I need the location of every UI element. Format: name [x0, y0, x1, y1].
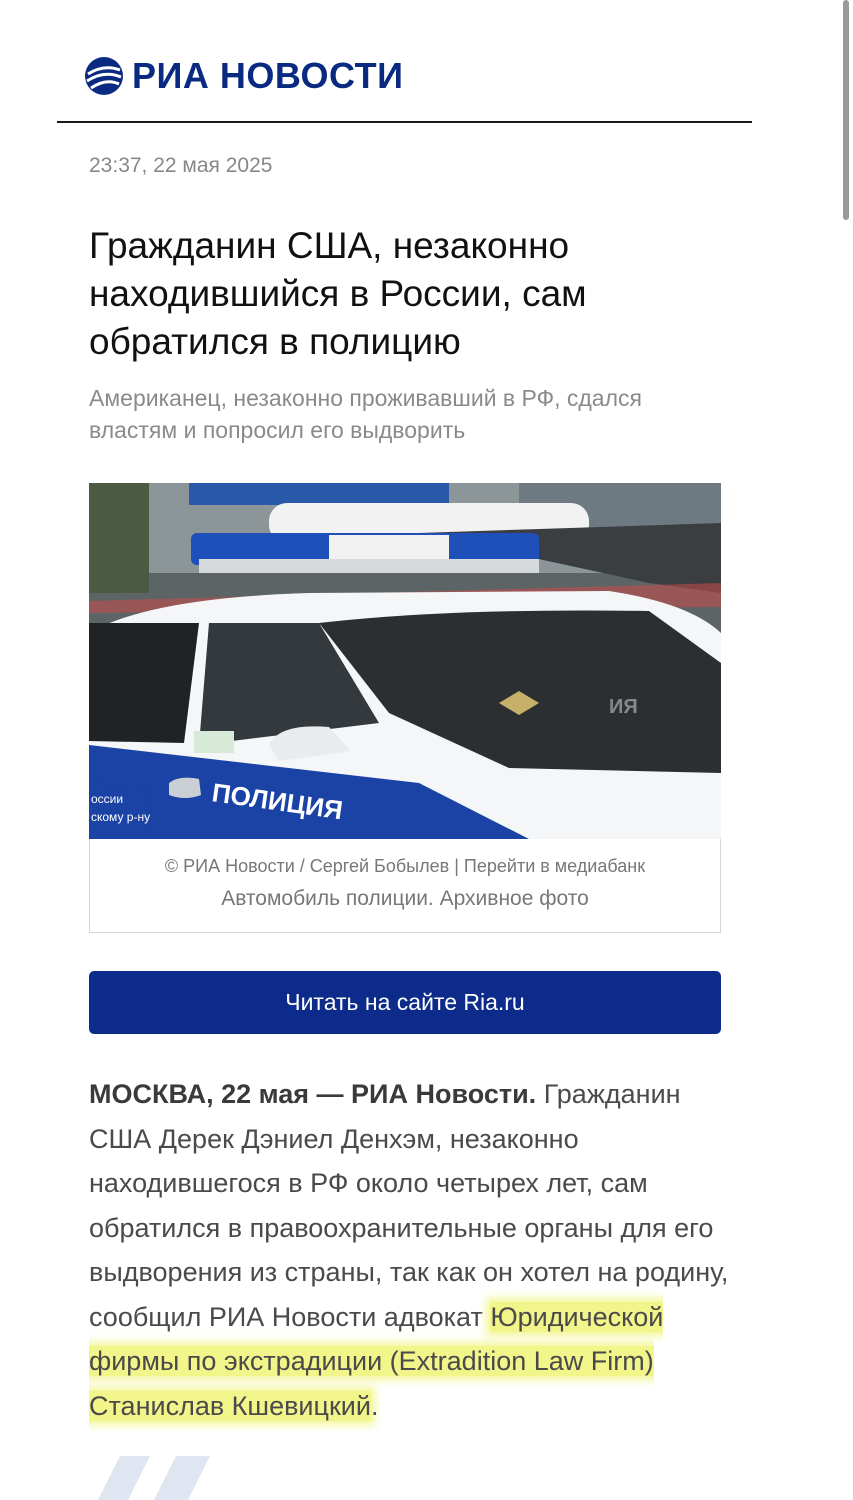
car-door-text-2: скому р-ну	[91, 810, 151, 824]
article-lead: МОСКВА, 22 мая — РИА Новости.	[89, 1079, 537, 1109]
article-body	[89, 1072, 739, 1428]
read-on-site-button[interactable]: Читать на сайте Ria.ru	[89, 971, 721, 1034]
article-title: Гражданин США, незаконно находившийся в России, сам обратился в полицию	[89, 225, 587, 362]
header-divider	[57, 121, 752, 123]
car-door-text: оссии	[91, 792, 124, 806]
car-police-text: ПОЛИЦИЯ	[210, 777, 345, 826]
article-body-text: Гражданин США Дерек Дэниел Денхэм, незаконно находившегося в РФ около четырех лет, сам обратился в правоохранительные органы для его выдворения из страны, так как он хотел на родину, сообщил РИА Новости адвокат	[89, 1079, 729, 1332]
photo-credit	[90, 856, 720, 877]
photo-copyright: © РИА Новости / Сергей Бобылев	[164, 856, 450, 876]
scrollbar[interactable]	[843, 0, 849, 220]
ria-globe-icon	[84, 56, 124, 96]
credit-separator: |	[454, 856, 459, 876]
logo-text: РИА НОВОСТИ	[132, 55, 404, 96]
ria-decorative-stripes	[98, 1456, 228, 1500]
article-body-end: .	[370, 1390, 379, 1421]
mediabank-link[interactable]: Перейти в медиабанк	[463, 856, 646, 876]
photo-caption-box	[89, 839, 721, 933]
windshield-text: ИЯ	[609, 696, 638, 718]
article-datetime: 23:37, 22 мая 2025	[89, 154, 273, 177]
highlighted-text: Юридической фирмы по экстрадиции (Extradition Law Firm) Станислав Кшевицкий	[89, 1301, 664, 1421]
photo-caption: Автомобиль полиции. Архивное фото	[221, 887, 589, 910]
site-header	[0, 0, 853, 124]
article-photo[interactable]	[89, 483, 721, 839]
ria-logo[interactable]	[84, 56, 403, 96]
article-subtitle: Американец, незаконно проживавший в РФ, сдался властям и попросил его выдворить	[89, 385, 642, 443]
